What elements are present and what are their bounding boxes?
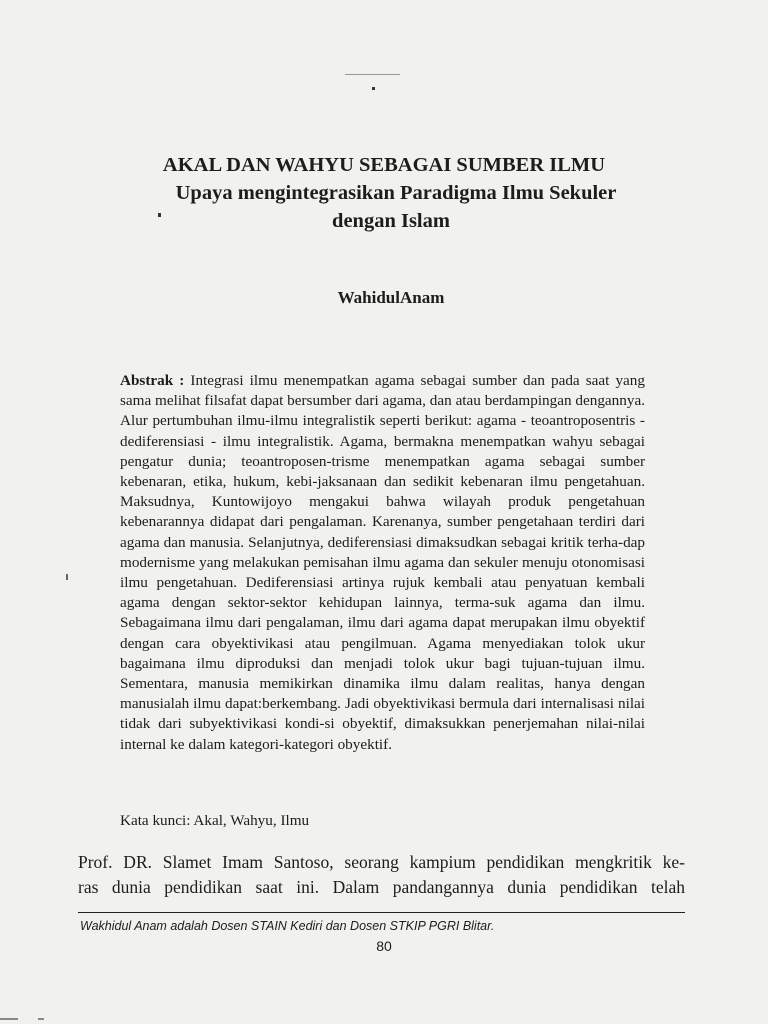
title-line-subtitle-end: dengan Islam	[332, 210, 450, 232]
body-line: ras dunia pendidikan saat ini. Dalam pandangannya dunia pendidikan telah	[78, 877, 685, 897]
page-number: 80	[376, 938, 392, 954]
footnote-divider	[78, 912, 685, 913]
scan-speck	[0, 1018, 18, 1020]
title-line-subtitle: Upaya mengintegrasikan Paradigma Ilmu Sekuler	[175, 182, 617, 204]
scan-speck	[66, 574, 68, 580]
abstract-text: Integrasi ilmu menempatkan agama sebagai sumber dan pada saat yang sama melihat filsafat dapat bersumber dari agama, dan atau berdampingan dengannya. Alur pertumbuhan ilmu-ilmu integralistik seperti berikut: agama - teoantroposentris - dediferensiasi - ilmu integralistik. Agama, bermakna menempatkan wahyu sebagai pengatur dunia; teoantroposen-trisme menempatkan agama sebagai sumber kebenaran, etika, hukum, kebi-jaksanaan dan sedikit kebenaran ilmu pengetahuan. Maksudnya, Kuntowijoyo mengakui bahwa wilayah produk pengetahuan kebenarannya didapat dari pengalaman. Karenanya, sumber pengetahaan terdiri dari agama dan manusia. Selanjutnya, dediferensiasi dimaksudkan sebagai kritik terha-dap modernisme yang melakukan pemisahan ilmu agama dan sekuler menuju otonomisasi ilmu pengetahuan. Dediferensiasi artinya rujuk kembali atau penyatuan kembali agama dengan sektor-sektor kehidupan lainnya, terma-suk agama dan ilmu. Sebagaimana ilmu dari pengalaman, ilmu dari agama dapat merupakan ilmu obyektif dengan cara obyektivikasi atau pengilmuan. Agama menyediakan tolok ukur bagaimana ilmu diproduksi dan menjadi tolok ukur bagi tujuan-tujuan ilmu. Sementara, manusia memikirkan dinamika ilmu dalam realitas, hanya dengan manusialah ilmu dapat:berkembang. Jadi obyektivikasi bermula dari internalisasi nilai tidak dari subyektivikasi kondi-si obyektif, dimaksukkan penerjemahan nilai-nilai internal ke dalam kategori-kategori obyektif.	[120, 372, 645, 753]
body-line: Prof. DR. Slamet Imam Santoso, seorang kampium pendidikan mengkritik ke-	[78, 852, 685, 872]
abstract-paragraph	[120, 371, 645, 755]
scan-speck	[372, 87, 375, 90]
footnote: Wakhidul Anam adalah Dosen STAIN Kediri dan Dosen STKIP PGRI Blitar.	[80, 919, 495, 933]
keywords-line: Kata kunci: Akal, Wahyu, Ilmu	[120, 812, 310, 829]
title-line-main: AKAL DAN WAHYU SEBAGAI SUMBER ILMU	[162, 154, 606, 176]
body-paragraph	[78, 850, 685, 900]
article-title	[60, 151, 708, 235]
scan-speck	[345, 74, 400, 75]
author-name: WahidulAnam	[337, 288, 445, 307]
scan-speck	[38, 1018, 44, 1020]
abstract-label: Abstrak :	[120, 372, 185, 389]
